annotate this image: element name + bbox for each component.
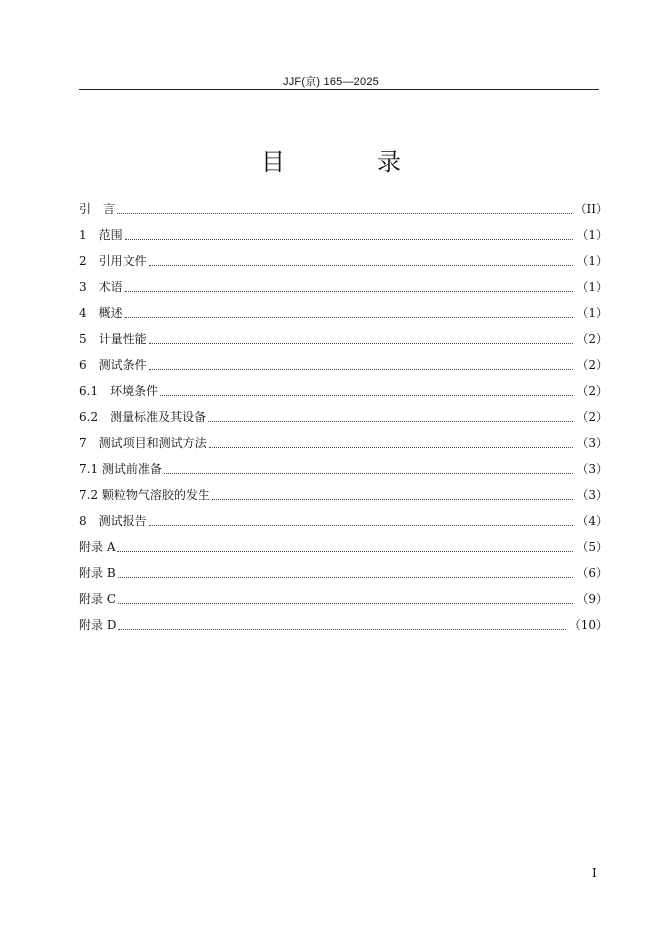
toc-entry-page: （II） (574, 202, 608, 216)
toc-entry-label: 7 测试项目和测试方法 (79, 436, 207, 450)
toc-entry-label: 6.1 环境条件 (79, 384, 159, 398)
toc-entry[interactable] (79, 456, 608, 482)
toc-entry-page: （6） (576, 566, 608, 580)
toc-entry[interactable] (79, 482, 608, 508)
toc-leader-dots (118, 577, 574, 578)
toc-leader-dots (212, 499, 573, 500)
toc-leader-dots (118, 603, 573, 604)
toc-leader-dots (149, 265, 574, 266)
toc-entry-label: 附录 C (79, 592, 116, 606)
toc-leader-dots (125, 239, 574, 240)
toc-entry-page: （3） (576, 462, 608, 476)
toc-entry-page: （5） (576, 540, 608, 554)
toc-entry-label: 2 引用文件 (79, 254, 147, 268)
toc-entry[interactable] (79, 222, 608, 248)
header-divider (79, 89, 599, 90)
toc-entry-page: （2） (576, 332, 608, 346)
toc-entry[interactable] (79, 378, 608, 404)
toc-leader-dots (149, 369, 574, 370)
table-of-contents (79, 196, 608, 638)
toc-entry-page: （3） (576, 436, 608, 450)
toc-entry-label: 引 言 (79, 202, 116, 216)
toc-entry[interactable] (79, 586, 608, 612)
toc-leader-dots (117, 551, 573, 552)
toc-entry-label: 8 测试报告 (79, 514, 147, 528)
toc-entry[interactable] (79, 534, 608, 560)
toc-entry[interactable] (79, 352, 608, 378)
toc-entry-label: 附录 A (79, 540, 116, 554)
running-header: JJF(京) 165—2025 (283, 76, 379, 88)
toc-entry[interactable] (79, 196, 608, 222)
toc-leader-dots (208, 421, 573, 422)
toc-entry-label: 7.2 颗粒物气溶胶的发生 (79, 488, 210, 502)
toc-entry-label: 4 概述 (79, 306, 123, 320)
toc-entry-label: 3 术语 (79, 280, 123, 294)
toc-leader-dots (125, 291, 574, 292)
toc-entry-label: 附录 B (79, 566, 116, 580)
toc-entry[interactable] (79, 612, 608, 638)
toc-entry-page: （2） (576, 410, 608, 424)
toc-entry-page: （1） (576, 280, 608, 294)
toc-leader-dots (209, 447, 574, 448)
toc-entry[interactable] (79, 326, 608, 352)
toc-entry-label: 7.1 测试前准备 (79, 462, 162, 476)
toc-leader-dots (117, 213, 572, 214)
toc-entry-page: （4） (576, 514, 608, 528)
toc-leader-dots (125, 317, 574, 318)
toc-entry-label: 6.2 测量标准及其设备 (79, 410, 207, 424)
toc-entry[interactable] (79, 248, 608, 274)
toc-entry-label: 附录 D (79, 618, 117, 632)
toc-entry[interactable] (79, 274, 608, 300)
toc-leader-dots (149, 343, 574, 344)
toc-entry-page: （3） (576, 488, 608, 502)
toc-entry-label: 6 测试条件 (79, 358, 147, 372)
toc-entry-page: （1） (576, 254, 608, 268)
toc-entry-page: （10） (568, 618, 608, 632)
toc-entry[interactable] (79, 404, 608, 430)
toc-leader-dots (118, 629, 565, 630)
toc-leader-dots (164, 473, 573, 474)
toc-leader-dots (149, 525, 574, 526)
toc-entry-label: 1 范围 (79, 228, 123, 242)
toc-entry-page: （2） (576, 384, 608, 398)
toc-entry-label: 5 计量性能 (79, 332, 147, 346)
toc-entry[interactable] (79, 508, 608, 534)
toc-entry[interactable] (79, 430, 608, 456)
toc-entry[interactable] (79, 300, 608, 326)
toc-entry-page: （1） (576, 306, 608, 320)
toc-entry-page: （2） (576, 358, 608, 372)
page-number: I (592, 866, 597, 880)
toc-entry-page: （9） (576, 592, 608, 606)
toc-entry[interactable] (79, 560, 608, 586)
toc-leader-dots (160, 395, 573, 396)
toc-entry-page: （1） (576, 228, 608, 242)
page-title: 目 录 (261, 148, 435, 176)
